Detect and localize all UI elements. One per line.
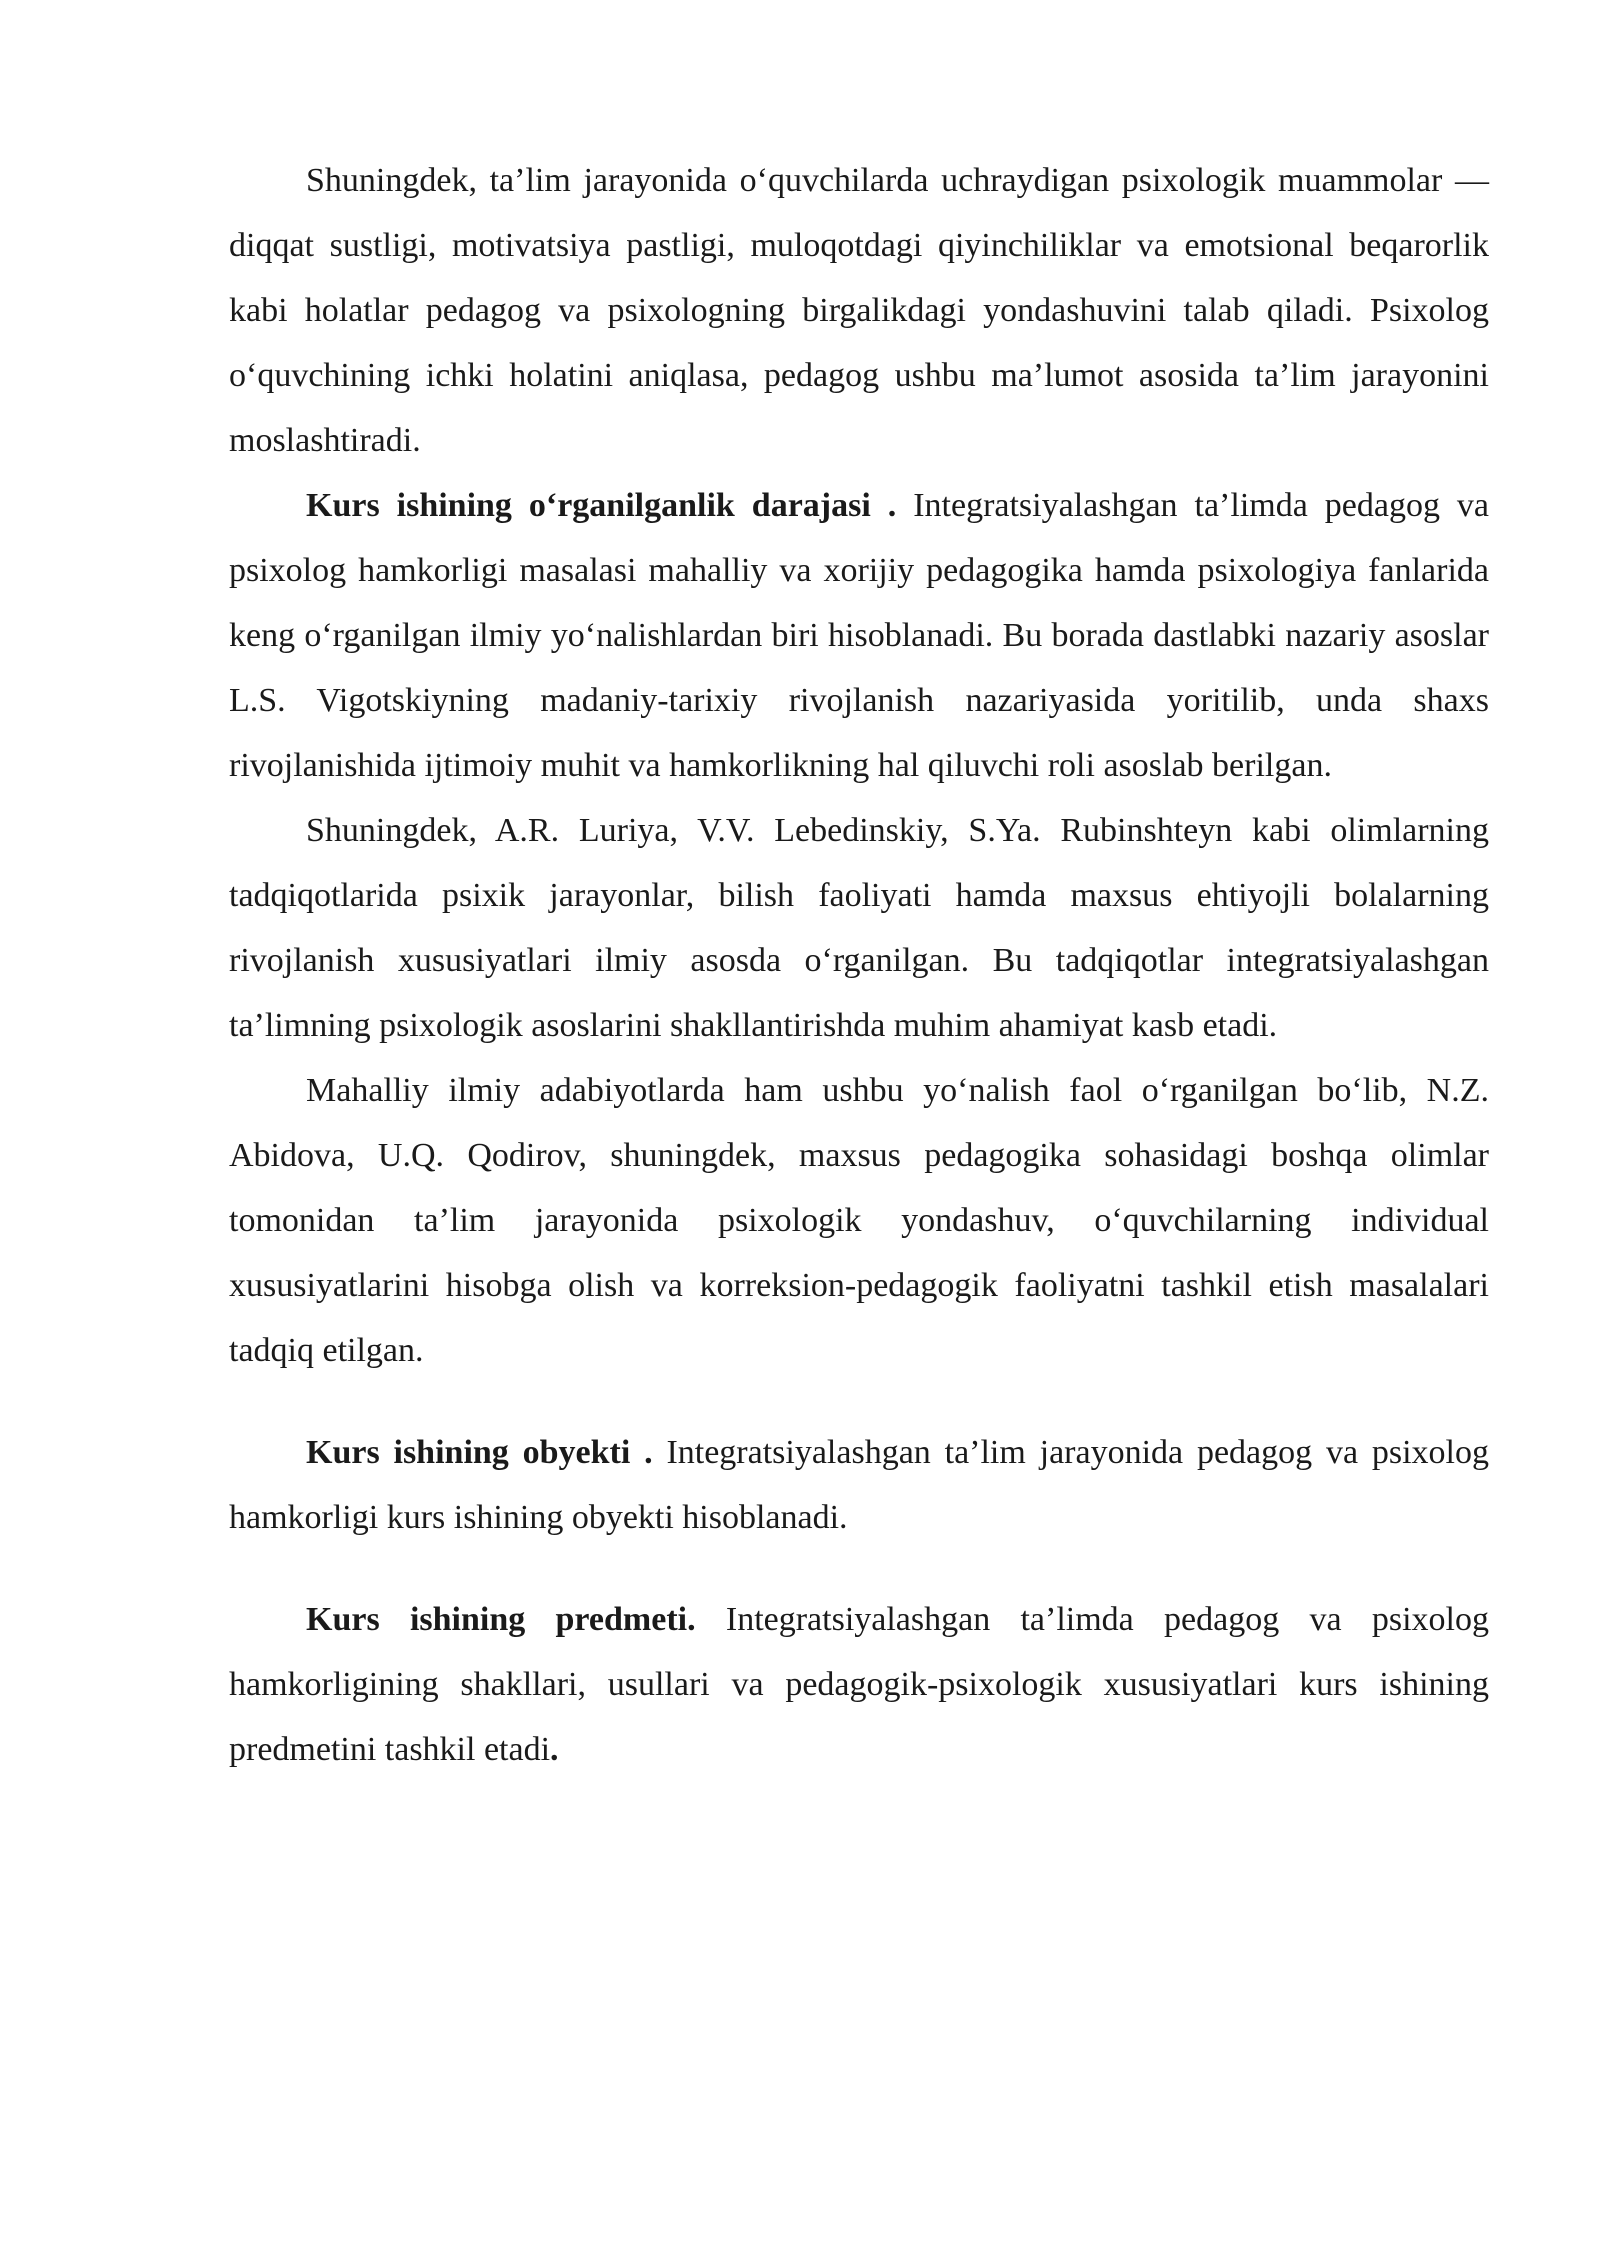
paragraph-text: Mahalliy ilmiy adabiyotlarda ham ushbu yo‘nalish faol o‘rganilgan bo‘lib, N.Z. Abidova, U.Q. Qodirov, shuningdek, maxsus pedagogika sohasidagi boshqa olimlar tomonidan ta’lim jarayonida psixologik yondashuv, o‘quvchilarning individual xususiyatlarini hisobga olish va korreksion-pedagogik faoliyatni tashkil etish masalalari tadqiq etilgan. [229, 1072, 1489, 1369]
paragraph-end-mark: . [550, 1731, 559, 1768]
paragraph-text: Shuningdek, ta’lim jarayonida o‘quvchilarda uchraydigan psixologik muammolar — diqqat sustligi, motivatsiya pastligi, muloqotdagi qiyinchiliklar va emotsional beqarorlik kabi holatlar pedagog va psixologning birgalikdagi yondashuvini talab qiladi. Psixolog o‘quvchining ichki holatini aniqlasa, pedagog ushbu ma’lumot asosida ta’lim jarayonini moslashtiradi. [229, 162, 1489, 459]
section-heading-subject: Kurs ishining predmeti. [306, 1601, 696, 1638]
paragraph-text: Integratsiyalashgan ta’limda pedagog va psixolog hamkorligining shakllari, usullari va pedagogik-psixologik xususiyatlari kurs ishining predmetini tashkil etadi [229, 1601, 1489, 1768]
paragraph-text: Integratsiyalashgan ta’limda pedagog va psixolog hamkorligi masalasi mahalliy va xorijiy pedagogika hamda psixologiya fanlarida keng o‘rganilgan ilmiy yo‘nalishlardan biri hisoblanadi. Bu borada dastlabki nazariy asoslar L.S. Vigotskiyning madaniy-tarixiy rivojlanish nazariyasida yoritilib, unda shaxs rivojlanishida ijtimoiy muhit va hamkorlikning hal qiluvchi roli asoslab berilgan. [229, 487, 1489, 784]
paragraph-subject [229, 1587, 1489, 1782]
paragraph-study-level [229, 473, 1489, 798]
section-heading-study-level: Kurs ishining o‘rganilganlik darajasi . [306, 487, 897, 524]
paragraph-object [229, 1420, 1489, 1550]
paragraph-psychological-problems [229, 148, 1489, 473]
paragraph-local-literature [229, 1058, 1489, 1383]
paragraph-text: Integratsiyalashgan ta’lim jarayonida pedagog va psixolog hamkorligi kurs ishining obyekti hisoblanadi. [229, 1434, 1489, 1536]
document-page [229, 148, 1489, 1782]
paragraph-text: Shuningdek, A.R. Luriya, V.V. Lebedinskiy, S.Ya. Rubinshteyn kabi olimlarning tadqiqotlarida psixik jarayonlar, bilish faoliyati hamda maxsus ehtiyojli bolalarning rivojlanish xususiyatlari ilmiy asosda o‘rganilgan. Bu tadqiqotlar integratsiyalashgan ta’limning psixologik asoslarini shakllantirishda muhim ahamiyat kasb etadi. [229, 812, 1489, 1044]
paragraph-foreign-scholars [229, 798, 1489, 1058]
section-heading-object: Kurs ishining obyekti . [306, 1434, 653, 1471]
